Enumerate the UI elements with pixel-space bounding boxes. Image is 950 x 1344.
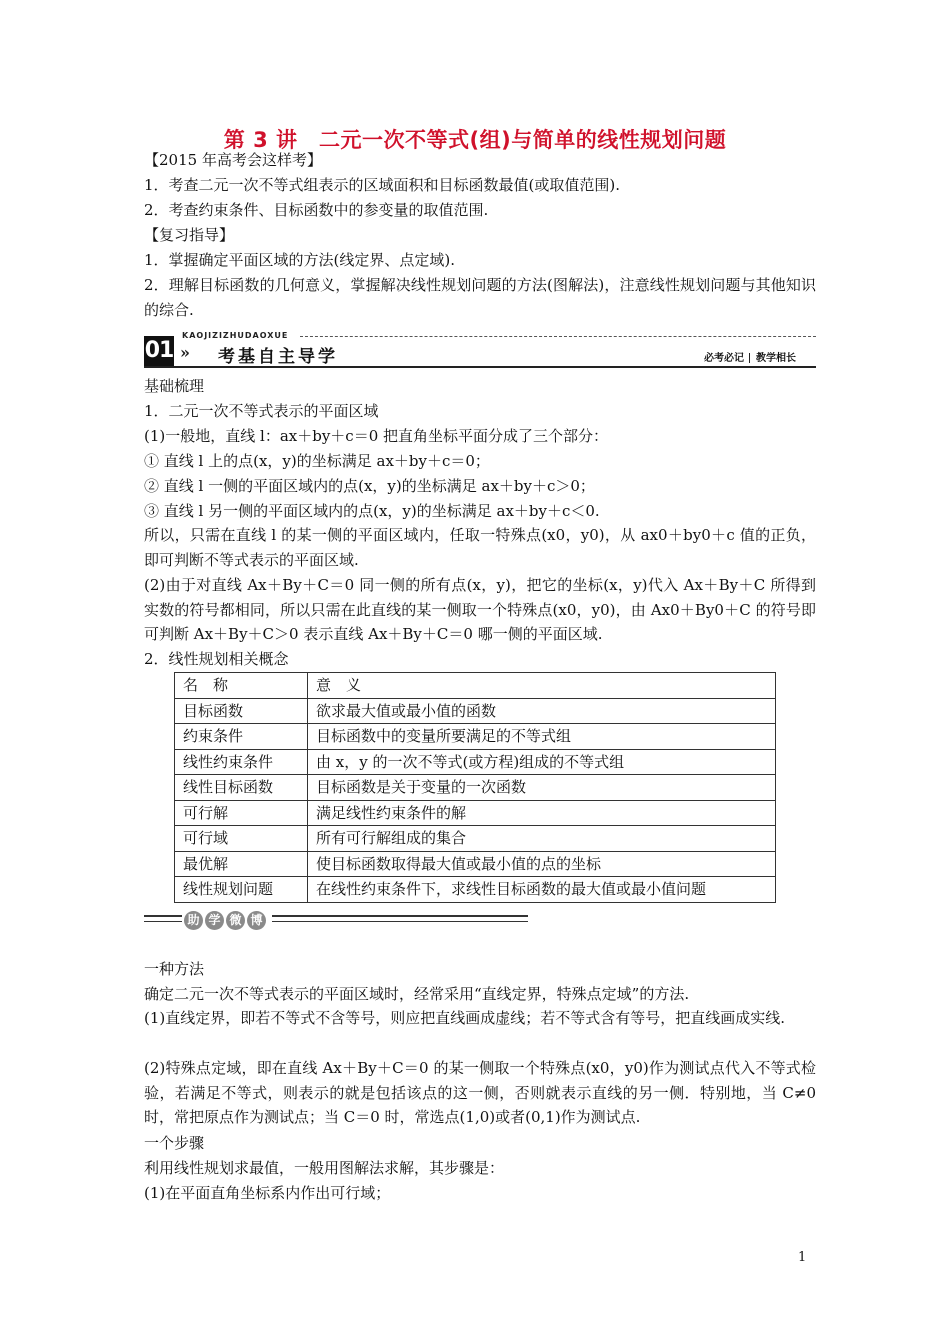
- section-right-label: [704, 349, 796, 364]
- subheading: 2．线性规划相关概念: [144, 650, 289, 668]
- table-row: [175, 800, 776, 826]
- weibo-char: 博: [247, 911, 266, 930]
- exam-item: 1．考查二元一次不等式组表示的区域面积和目标函数最值(或取值范围).: [144, 176, 621, 194]
- page-number: 1: [798, 1250, 807, 1265]
- weibo-char: 助: [184, 911, 203, 930]
- table-cell: 由 x，y 的一次不等式(或方程)组成的不等式组: [308, 749, 776, 775]
- table-cell: 最优解: [175, 851, 308, 877]
- paragraph: 所以，只需在直线 l 的某一侧的平面区域内，任取一特殊点(x0，y0)，从 ax0＋by0＋c 值的正负，即可判断不等式表示的平面区域.: [144, 526, 816, 569]
- table-cell: 线性规划问题: [175, 877, 308, 903]
- section-title: 考基自主导学: [218, 347, 338, 367]
- table-row: [175, 877, 776, 903]
- table-header-row: [175, 673, 776, 699]
- table-cell: 可行域: [175, 826, 308, 852]
- divider-left-line-thin: [144, 921, 182, 922]
- table-row: [175, 724, 776, 750]
- exam-heading: 【2015 年高考会这样考】: [144, 151, 322, 169]
- method-heading: 一种方法: [144, 960, 205, 978]
- dashed-rule: [300, 336, 816, 337]
- weibo-char: 学: [205, 911, 224, 930]
- table-cell: 目标函数是关于变量的一次函数: [308, 775, 776, 801]
- paragraph: (1)在平面直角坐标系内作出可行域；: [144, 1184, 391, 1202]
- table-header: 意 义: [308, 673, 776, 699]
- paragraph: 利用线性规划求最值，一般用图解法求解，其步骤是：: [144, 1159, 505, 1177]
- table-cell: 在线性约束条件下，求线性目标函数的最大值或最小值问题: [308, 877, 776, 903]
- paragraph: (1)直线定界，即若不等式不含等号，则应把直线画成虚线；若不等式含有等号，把直线画成实线.: [144, 1009, 786, 1027]
- basics-heading: 基础梳理: [144, 377, 205, 395]
- table-cell: 所有可行解组成的集合: [308, 826, 776, 852]
- table-row: [175, 826, 776, 852]
- table-cell: 线性约束条件: [175, 749, 308, 775]
- table-row: [175, 775, 776, 801]
- table-cell: 欲求最大值或最小值的函数: [308, 698, 776, 724]
- section-pinyin: KAOJIZIZHUDAOXUE: [182, 331, 289, 340]
- steps-heading: 一个步骤: [144, 1134, 205, 1152]
- table-cell: 可行解: [175, 800, 308, 826]
- paragraph: (2)由于对直线 Ax＋By＋C＝0 同一侧的所有点(x，y)，把它的坐标(x，y)代入 Ax＋By＋C 所得到实数的符号都相同，所以只需在此直线的某一侧取一个特殊点(x0，y0)，由 Ax0＋By0＋C 的符号即可判断 Ax＋By＋C＞0 表示直线 Ax＋By＋C＝0 哪一侧的平面区域.: [144, 576, 816, 643]
- review-item: 2．理解目标函数的几何意义，掌握解决线性规划问题的方法(图解法)，注意线性规划问题与其他知识的综合.: [144, 276, 816, 319]
- subheading: 1．二元一次不等式表示的平面区域: [144, 402, 379, 420]
- list-item: ② 直线 l 一侧的平面区域内的点(x，y)的坐标满足 ax＋by＋c＞0；: [144, 477, 595, 495]
- concepts-table: [174, 672, 776, 903]
- divider-left-line: [144, 915, 182, 917]
- page-title: 第 3 讲 二元一次不等式(组)与简单的线性规划问题: [223, 128, 727, 152]
- divider-right-line-thin: [272, 921, 528, 922]
- list-item: ① 直线 l 上的点(x，y)的坐标满足 ax＋by＋c＝0；: [144, 452, 490, 470]
- table-cell: 目标函数: [175, 698, 308, 724]
- section-right-a: 必考必记: [704, 353, 744, 364]
- paragraph: 确定二元一次不等式表示的平面区域时，经常采用“直线定界，特殊点定域”的方法.: [144, 985, 690, 1003]
- table-row: [175, 749, 776, 775]
- table-cell: 约束条件: [175, 724, 308, 750]
- arrow-icon: »: [180, 343, 190, 362]
- table-cell: 满足线性约束条件的解: [308, 800, 776, 826]
- table-cell: 使目标函数取得最大值或最小值的点的坐标: [308, 851, 776, 877]
- divider-right-line: [272, 915, 528, 917]
- section-bar-underline: [144, 366, 816, 368]
- table-row: [175, 698, 776, 724]
- weibo-char: 微: [226, 911, 245, 930]
- list-item: ③ 直线 l 另一侧的平面区域内的点(x，y)的坐标满足 ax＋by＋c＜0.: [144, 502, 600, 520]
- table-cell: 目标函数中的变量所要满足的不等式组: [308, 724, 776, 750]
- exam-item: 2．考查约束条件、目标函数中的参变量的取值范围.: [144, 201, 489, 219]
- table-row: [175, 851, 776, 877]
- review-item: 1．掌握确定平面区域的方法(线定界、点定域).: [144, 251, 456, 269]
- table-header: 名 称: [175, 673, 308, 699]
- section-number: 01: [144, 336, 174, 366]
- paragraph: (2)特殊点定域，即在直线 Ax＋By＋C＝0 的某一侧取一个特殊点(x0，y0)作为测试点代入不等式检验，若满足不等式，则表示的就是包括该点的这一侧，否则就表示直线的另一侧．特别地，当 C≠0 时，常把原点作为测试点；当 C＝0 时，常选点(1,0)或者(0,1)作为测试点.: [144, 1059, 816, 1126]
- review-heading: 【复习指导】: [144, 226, 235, 244]
- paragraph: (1)一般地，直线 l：ax＋by＋c＝0 把直角坐标平面分成了三个部分：: [144, 427, 609, 445]
- section-right-b: 教学相长: [755, 353, 796, 364]
- table-cell: 线性目标函数: [175, 775, 308, 801]
